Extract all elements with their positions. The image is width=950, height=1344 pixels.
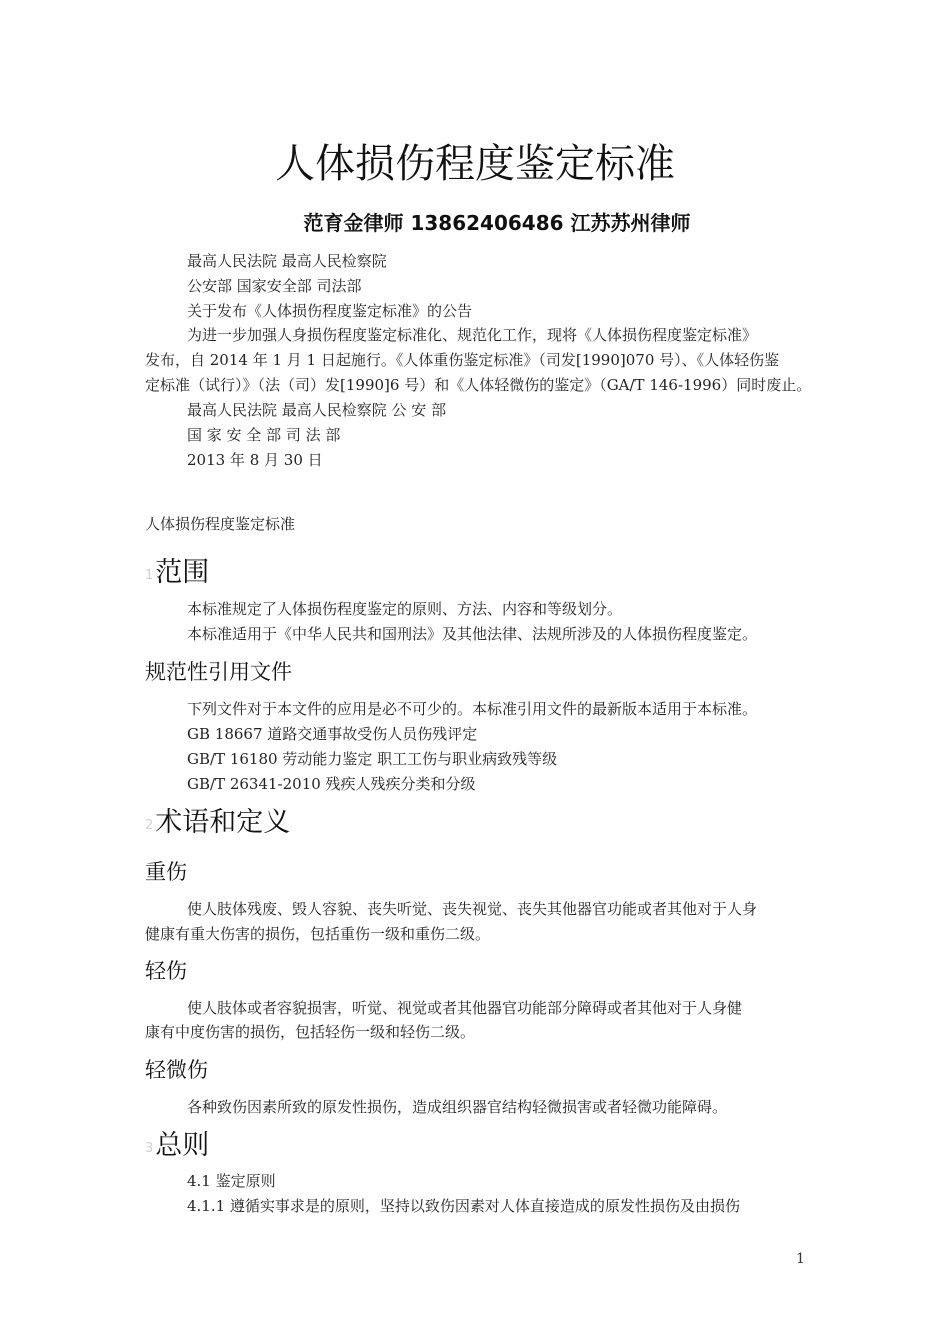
- notice-date: 2013 年 8 月 30 日: [187, 451, 323, 469]
- standard-name: 人体损伤程度鉴定标准: [145, 515, 296, 533]
- reference-item: GB/T 26341-2010 残疾人残疾分类和分级: [187, 775, 476, 793]
- scope-para2: 本标准适用于《中华人民共和国刑法》及其他法律、法规所涉及的人体损伤程度鉴定。: [187, 625, 758, 643]
- notice-announcement-title: 关于发布《人体损伤程度鉴定标准》的公告: [187, 302, 473, 320]
- notice-body-line2: 发布，自 2014 年 1 月 1 日起施行。《人体重伤鉴定标准》（司发[1990]070 号）、《人体轻伤鉴: [145, 351, 780, 369]
- term-slight-line1: 各种致伤因素所致的原发性损伤，造成组织器官结构轻微损害或者轻微功能障碍。: [187, 1098, 728, 1116]
- scope-para1: 本标准规定了人体损伤程度鉴定的原则、方法、内容和等级划分。: [187, 600, 623, 618]
- notice-body-line3: 定标准（试行）》（法（司）发[1990]6 号）和《人体轻微伤的鉴定》（GA/T 146-1996）同时废止。: [145, 376, 812, 394]
- section-heading-scope: [145, 555, 209, 594]
- notice-body-line1: 为进一步加强人身损伤程度鉴定标准化、规范化工作，现将《人体损伤程度鉴定标准》: [187, 326, 758, 344]
- term-heading-serious-injury: 重伤: [145, 860, 187, 884]
- term-minor-line1: 使人肢体或者容貌损害，听觉、视觉或者其他器官功能部分障碍或者其他对于人身健: [187, 999, 743, 1017]
- term-heading-slight-injury: 轻微伤: [145, 1058, 208, 1082]
- section-heading-terms: [145, 805, 290, 844]
- notice-issuers-line1: 最高人民法院 最高人民检察院: [187, 252, 387, 270]
- term-minor-line2: 康有中度伤害的损伤，包括轻伤一级和轻伤二级。: [145, 1023, 476, 1041]
- section-heading-general: [145, 1128, 209, 1167]
- notice-issuers-line2: 公安部 国家安全部 司法部: [187, 277, 362, 295]
- reference-item: GB 18667 道路交通事故受伤人员伤残评定: [187, 725, 478, 743]
- notice-sign-line2: 国 家 安 全 部 司 法 部: [187, 426, 341, 444]
- references-intro: 下列文件对于本文件的应用是必不可少的。本标准引用文件的最新版本适用于本标准。: [187, 700, 758, 718]
- section-heading-references: 规范性引用文件: [145, 660, 292, 684]
- clause-4-1-1: 4.1.1 遵循实事求是的原则，坚持以致伤因素对人体直接造成的原发性损伤及由损伤: [187, 1197, 740, 1215]
- section-title: 术语和定义: [155, 807, 291, 838]
- term-serious-line1: 使人肢体残废、毁人容貌、丧失听觉、丧失视觉、丧失其他器官功能或者其他对于人身: [187, 900, 758, 918]
- term-heading-minor-injury: 轻伤: [145, 959, 187, 983]
- page-number: 1: [796, 1251, 805, 1267]
- clause-4-1: 4.1 鉴定原则: [187, 1172, 276, 1190]
- section-number: 2: [145, 818, 154, 833]
- section-title: 总则: [155, 1130, 210, 1161]
- document-title: 人体损伤程度鉴定标准: [275, 141, 675, 187]
- term-serious-line2: 健康有重大伤害的损伤，包括重伤一级和重伤二级。: [145, 925, 491, 943]
- author-subtitle: 范育金律师 13862406486 江苏苏州律师: [303, 211, 691, 235]
- section-title: 范围: [155, 557, 210, 588]
- section-number: 3: [145, 1141, 154, 1156]
- notice-sign-line1: 最高人民法院 最高人民检察院 公 安 部: [187, 401, 447, 419]
- section-number: 1: [145, 568, 154, 583]
- reference-item: GB/T 16180 劳动能力鉴定 职工工伤与职业病致残等级: [187, 750, 558, 768]
